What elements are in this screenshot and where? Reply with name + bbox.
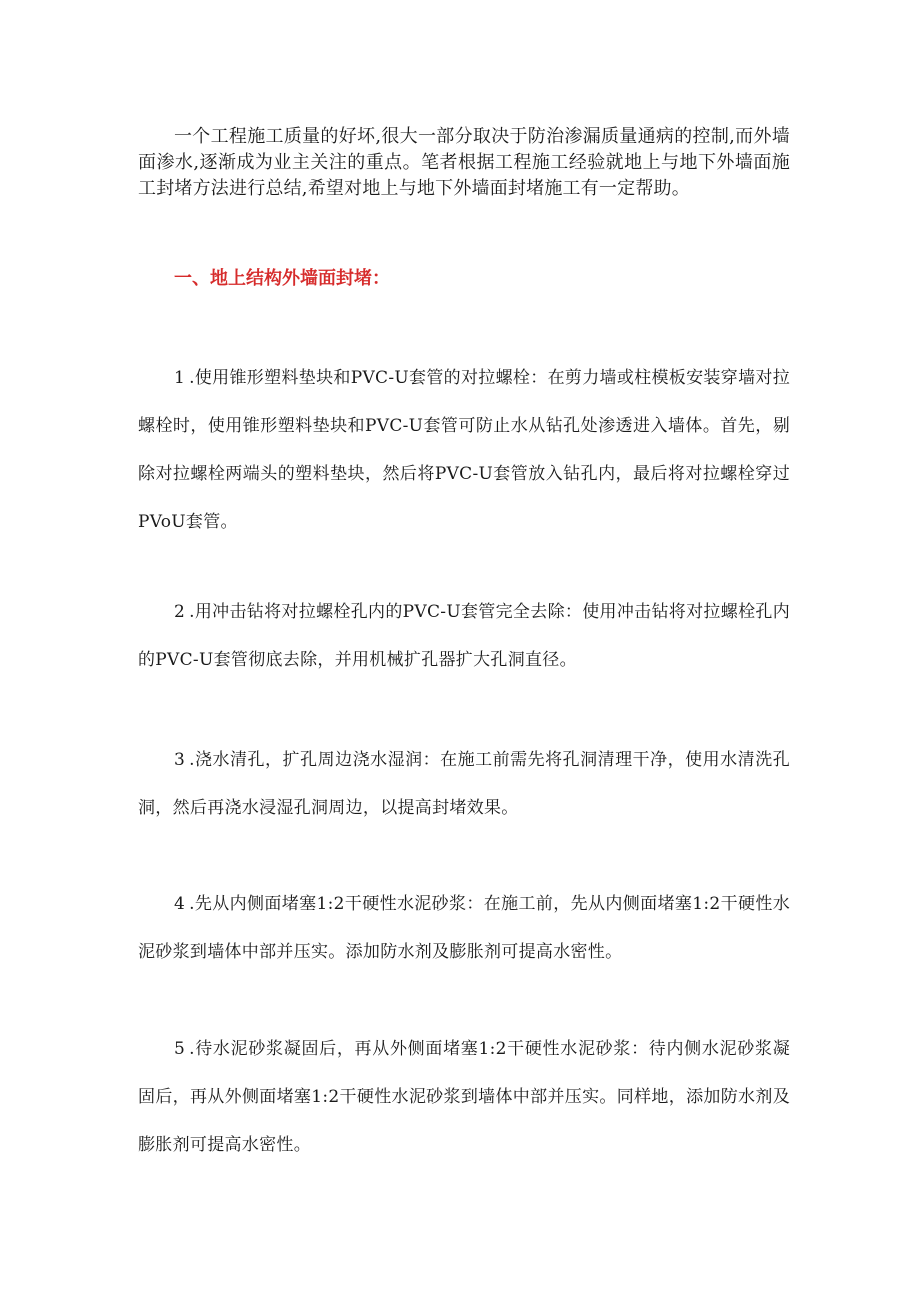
list-item [138,1025,790,1169]
list-item-text: .先从内侧面堵塞1:2干硬性水泥砂浆：在施工前，先从内侧面堵塞1:2干硬性水泥砂浆到墙体中部并压实。添加防水剂及膨胀剂可提高水密性。 [138,894,790,962]
list-item-number: 5 [174,1039,186,1059]
list-item-number: 4 [174,894,186,914]
list-item-text: .待水泥砂浆凝固后，再从外侧面堵塞1:2干硬性水泥砂浆：待内侧水泥砂浆凝固后，再从外侧面堵塞1:2干硬性水泥砂浆到墙体中部并压实。同样地，添加防水剂及膨胀剂可提高水密性。 [138,1039,790,1155]
list-item-number: 1 [174,368,186,388]
list-item-number: 3 [174,750,186,770]
intro-paragraph: 一个工程施工质量的好坏,很大一部分取决于防治渗漏质量通病的控制,而外墙面渗水,逐渐成为业主关注的重点。笔者根据工程施工经验就地上与地下外墙面施工封堵方法进行总结,希望对地上与地下外墙面封堵施工有一定帮助。 [138,126,790,199]
list-item-text: .用冲击钻将对拉螺栓孔内的PVC-U套管完全去除：使用冲击钻将对拉螺栓孔内的PVC-U套管彻底去除，并用机械扩孔器扩大孔洞直径。 [138,602,790,670]
section-heading: 一、地上结构外墙面封堵： [174,268,390,289]
list-item-number: 2 [174,602,186,622]
list-item [138,354,790,546]
list-item-text: .浇水清孔，扩孔周边浇水湿润：在施工前需先将孔洞清理干净，使用水清洗孔洞，然后再浇水浸湿孔洞周边，以提高封堵效果。 [138,750,790,818]
list-item [138,736,790,832]
list-item [138,588,790,684]
list-item-text: .使用锥形塑料垫块和PVC-U套管的对拉螺栓：在剪力墙或柱模板安装穿墙对拉螺栓时，使用锥形塑料垫块和PVC-U套管可防止水从钻孔处渗透进入墙体。首先，剔除对拉螺栓两端头的塑料垫块，然后将PVC-U套管放入钻孔内，最后将对拉螺栓穿过PVoU套管。 [138,368,790,532]
list-item [138,880,790,976]
